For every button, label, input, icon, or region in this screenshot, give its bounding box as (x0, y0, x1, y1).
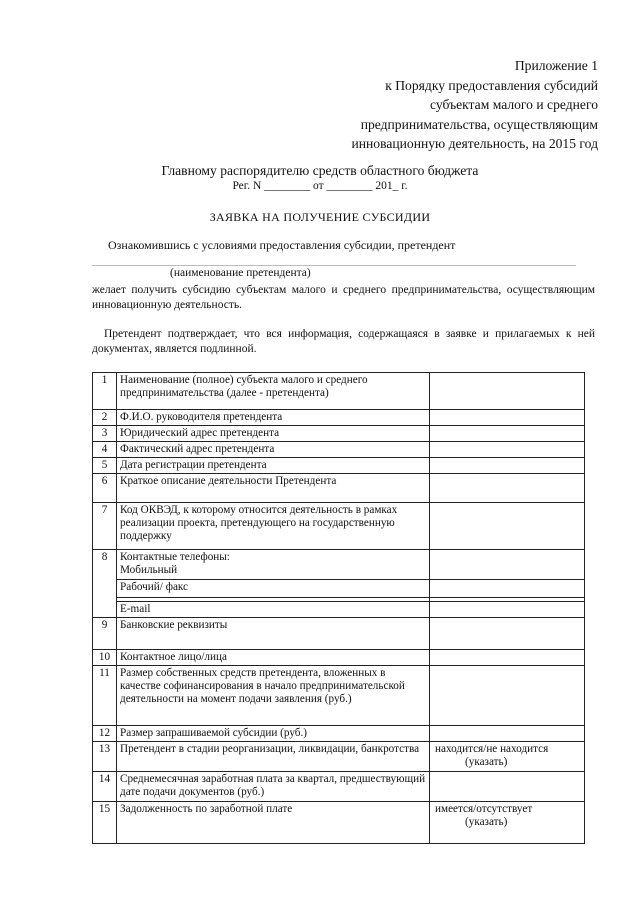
row-number: 14 (93, 772, 117, 802)
row-label: Ф.И.О. руководителя претендента (117, 410, 430, 426)
table-row (93, 602, 585, 618)
reorganization-status-field[interactable] (430, 742, 585, 772)
registration-line: Рег. N ________ от ________ 201_ г. (232, 180, 408, 192)
row-number: 1 (93, 373, 117, 410)
row-number: 8 (93, 550, 117, 618)
row-number: 13 (93, 742, 117, 772)
row-value-field[interactable] (430, 772, 585, 802)
table-row (93, 550, 585, 580)
table-row (93, 580, 585, 598)
table-row (93, 410, 585, 426)
appendix-line: к Порядку предоставления субсидий (385, 77, 598, 93)
value-hint: (указать) (465, 816, 508, 828)
salary-debt-status-field[interactable] (430, 802, 585, 844)
document-title: ЗАЯВКА НА ПОЛУЧЕНИЕ СУБСИДИИ (209, 210, 431, 224)
row-label: Код ОКВЭД, к которому относится деятельность в рамках реализации проекта, претендующего на государственную поддержку (117, 503, 430, 550)
row-number: 9 (93, 618, 117, 650)
row-number: 4 (93, 442, 117, 458)
row-number: 15 (93, 802, 117, 844)
table-row (93, 426, 585, 442)
value-text: находится/не находится (435, 743, 549, 755)
table-row (93, 474, 585, 503)
row-value-field[interactable] (430, 618, 585, 650)
row-label (117, 550, 430, 580)
row-number: 7 (93, 503, 117, 550)
phones-work-fax-label: Рабочий/ факс (117, 580, 430, 598)
row-label: Дата регистрации претендента (117, 458, 430, 474)
appendix-line: предпринимательства, осуществляющим (360, 116, 598, 132)
row-value-field[interactable] (430, 503, 585, 550)
phones-email-label: E-mail (117, 602, 430, 618)
value-hint: (указать) (465, 756, 508, 768)
table-row (93, 458, 585, 474)
table-row (93, 802, 585, 844)
row-label: Банковские реквизиты (117, 618, 430, 650)
row-value-field[interactable] (430, 650, 585, 666)
row-value-field[interactable] (430, 666, 585, 726)
table-row (93, 650, 585, 666)
table-row (93, 742, 585, 772)
row-number: 3 (93, 426, 117, 442)
applicant-name-caption: (наименование претендента) (170, 267, 311, 279)
row-value-field[interactable] (430, 458, 585, 474)
row-label: Размер запрашиваемой субсидии (руб.) (117, 726, 430, 742)
email-field[interactable] (430, 602, 585, 618)
row-label: Контактное лицо/лица (117, 650, 430, 666)
row-number: 2 (93, 410, 117, 426)
row-number: 5 (93, 458, 117, 474)
row-label: Среднемесячная заработная плата за квартал, предшествующий дате подачи документов (руб.) (117, 772, 430, 802)
phones-mobile-label: Мобильный (120, 564, 178, 576)
row-label: Юридический адрес претендента (117, 426, 430, 442)
application-table (92, 372, 585, 844)
addressee: Главному распорядителю средств областного бюджета (161, 163, 479, 178)
mobile-phone-field[interactable] (430, 550, 585, 580)
row-value-field[interactable] (430, 726, 585, 742)
row-label: Краткое описание деятельности Претендента (117, 474, 430, 503)
row-value-field[interactable] (430, 426, 585, 442)
row-value-field[interactable] (430, 373, 585, 410)
row-value-field[interactable] (430, 474, 585, 503)
applicant-name-line[interactable] (92, 265, 576, 266)
table-row (93, 373, 585, 410)
row-number: 12 (93, 726, 117, 742)
row-value-field[interactable] (430, 442, 585, 458)
row-label: Фактический адрес претендента (117, 442, 430, 458)
appendix-line: субъектам малого и среднего (430, 97, 598, 113)
table-row (93, 666, 585, 726)
row-label: Наименование (полное) субъекта малого и среднего предпринимательства (далее - претендента) (117, 373, 430, 410)
table-row (93, 503, 585, 550)
appendix-line: Приложение 1 (514, 58, 598, 73)
row-number: 11 (93, 666, 117, 726)
row-label: Задолженность по заработной плате (117, 802, 430, 844)
table-row (93, 726, 585, 742)
phones-heading: Контактные телефоны: (120, 551, 230, 563)
row-label: Размер собственных средств претендента, вложенных в качестве софинансирования в начало предпринимательской деятельности на момент подачи заявления (руб.) (117, 666, 430, 726)
appendix-line: инновационную деятельность, на 2015 год (351, 136, 598, 152)
table-row (93, 442, 585, 458)
intro-text: Ознакомившись с условиями предоставления субсидии, претендент (108, 238, 456, 252)
value-text: имеется/отсутствует (435, 803, 533, 815)
table-row (93, 772, 585, 802)
row-value-field[interactable] (430, 410, 585, 426)
row-label: Претендент в стадии реорганизации, ликвидации, банкротства (117, 742, 430, 772)
row-number: 6 (93, 474, 117, 503)
row-number: 10 (93, 650, 117, 666)
paragraph-confirmation: Претендент подтверждает, что вся информация, содержащаяся в заявке и прилагаемых к ней документах, является подлинной. (92, 328, 595, 355)
paragraph-request: желает получить субсидию субъектам малого и среднего предпринимательства, осуществляющим инновационную деятельность. (92, 284, 595, 311)
work-fax-field[interactable] (430, 580, 585, 598)
appendix-header (351, 56, 598, 154)
table-row (93, 618, 585, 650)
